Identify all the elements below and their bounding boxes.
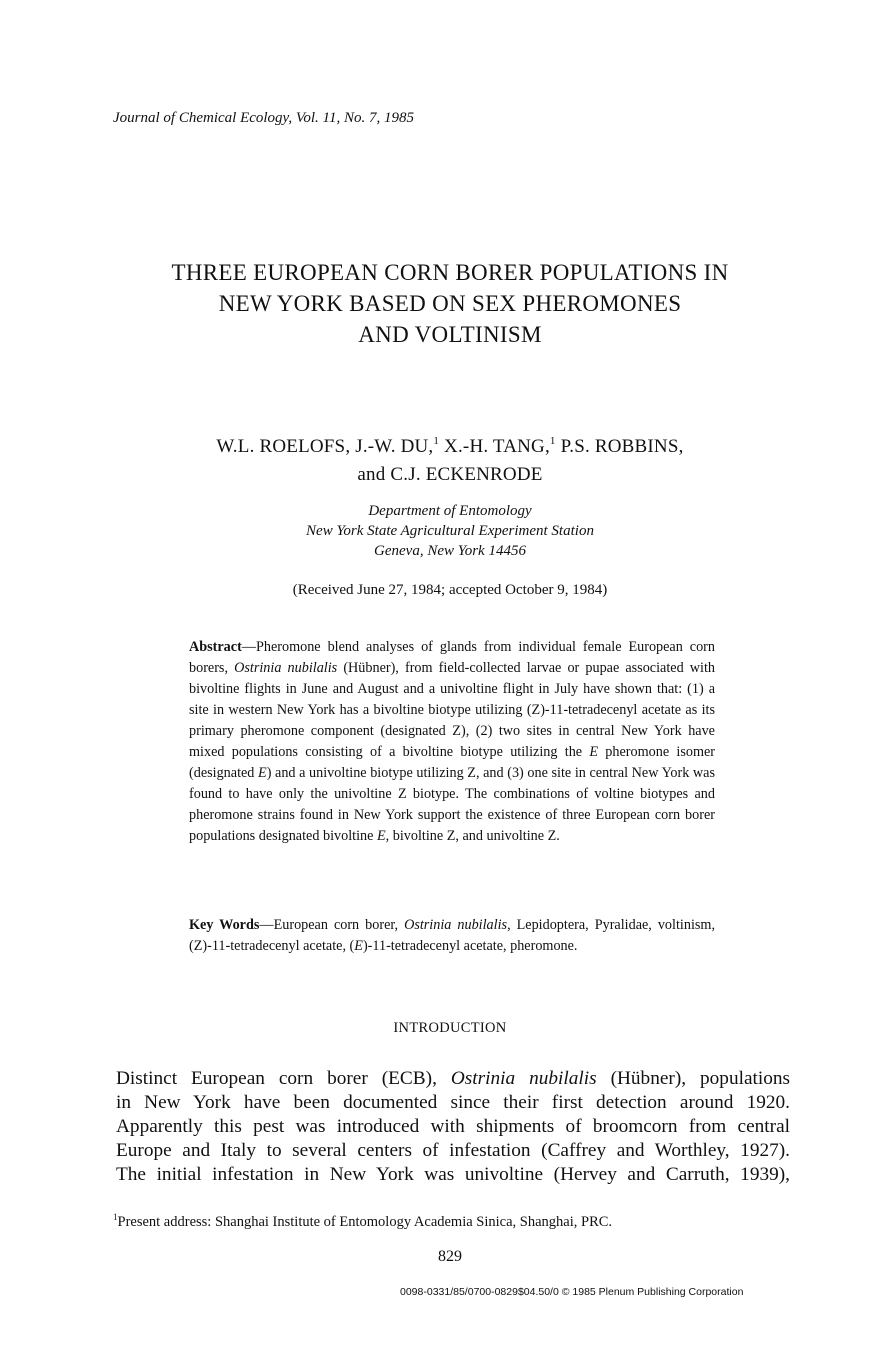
isomer-symbol: E: [376, 828, 386, 844]
isomer-symbol: E: [354, 938, 363, 954]
abstract-text: Pheromone blend analyses of glands from individual female European corn borers,: [189, 639, 715, 676]
title-line-1: THREE EUROPEAN CORN BORER POPULATIONS IN: [171, 260, 729, 285]
copyright-line: 0098-0331/85/0700-0829$04.50/0 © 1985 Plenum Publishing Corporation: [400, 1286, 744, 1298]
species-name: Ostrinia nubilalis: [234, 660, 338, 676]
author-du: J.-W. DU,: [355, 436, 434, 457]
isomer-symbol: E: [258, 765, 267, 781]
author-eckenrode: and C.J. ECKENRODE: [357, 464, 543, 485]
author-robbins: P.S. ROBBINS,: [560, 436, 684, 457]
keywords-text: , Lepidoptera, Pyralidae, voltinism, (Z)-11-tetradecenyl acetate, (: [189, 917, 715, 954]
journal-citation: Journal of Chemical Ecology, Vol. 11, No. 7, 1985: [113, 110, 414, 126]
intro-line: Apparently this pest was introduced with shipments of broomcorn from central: [116, 1116, 790, 1137]
abstract: [189, 637, 715, 847]
title-line-3: AND VOLTINISM: [358, 322, 542, 347]
author-line-1: [0, 427, 886, 461]
footnote: [113, 1212, 612, 1231]
received-dates: (Received June 27, 1984; accepted October 9, 1984): [292, 582, 608, 598]
affiliation-department: Department of Entomology: [368, 503, 532, 519]
intro-line: [116, 1067, 790, 1091]
intro-text: Distinct European corn borer (ECB),: [116, 1068, 451, 1089]
paper-title: [0, 257, 886, 350]
title-line-2: NEW YORK BASED ON SEX PHEROMONES: [218, 291, 682, 316]
author-line-2: [0, 461, 886, 489]
abstract-text: pheromone isomer (designated: [189, 744, 716, 781]
author-tang: X.-H. TANG,: [444, 436, 550, 457]
introduction-body: [116, 1067, 790, 1187]
keywords-text: )-11-tetradecenyl acetate, pheromone.: [362, 938, 578, 954]
isomer-symbol: E: [589, 744, 599, 760]
section-heading-introduction: INTRODUCTION: [393, 1020, 507, 1036]
author-list: [0, 427, 886, 489]
abstract-text: , bivoltine Z, and univoltine Z.: [385, 828, 560, 844]
footnote-text: Present address: Shanghai Institute of Entomology Academia Sinica, Shanghai, PRC.: [117, 1214, 613, 1230]
author-roelofs: W.L. ROELOFS,: [216, 436, 351, 457]
abstract-dash: —: [241, 639, 256, 655]
page-number: 829: [438, 1248, 462, 1265]
intro-text: (Hübner), populations: [596, 1068, 790, 1089]
key-words: [189, 915, 715, 957]
affiliation: [0, 501, 886, 561]
abstract-text: (Hübner), from field-collected larvae or pupae associated with bivoltine flights in June and August and a univoltine flight in July have shown that: (1) a site in western New York has a bivoltine biotype utilizing (Z)-11-tetradecenyl acetate as its primary pheromone component (designated Z), (2) two sites in central New York have mixed populations consisting of a bivoltine biotype utilizing the: [189, 660, 715, 760]
footnote-marker: 1: [113, 1212, 118, 1222]
intro-line: Europe and Italy to several centers of infestation (Caffrey and Worthley, 1927).: [116, 1140, 790, 1161]
abstract-text: ) and a univoltine biotype utilizing Z, and (3) one site in central New York was found to have only the univoltine Z biotype. The combinations of voltine biotypes and pheromone strains found in New York support the existence of three European corn borer populations designated bivoltine: [189, 765, 715, 844]
species-name: Ostrinia nubilalis: [404, 917, 508, 933]
footnote-marker: 1: [549, 435, 556, 447]
affiliation-station: New York State Agricultural Experiment Station: [306, 523, 594, 539]
affiliation-city: Geneva, New York 14456: [374, 543, 526, 559]
intro-line: The initial infestation in New York was univoltine (Hervey and Carruth, 1939),: [116, 1164, 790, 1185]
abstract-label: Abstract: [189, 639, 242, 655]
keywords-label: Key Words: [189, 917, 260, 933]
intro-line: in New York have been documented since their first detection around 1920.: [116, 1092, 790, 1113]
keywords-text: European corn borer,: [273, 917, 405, 933]
species-name: Ostrinia nubilalis: [450, 1068, 597, 1089]
footnote-marker: 1: [433, 435, 440, 447]
keywords-dash: —: [259, 917, 274, 933]
